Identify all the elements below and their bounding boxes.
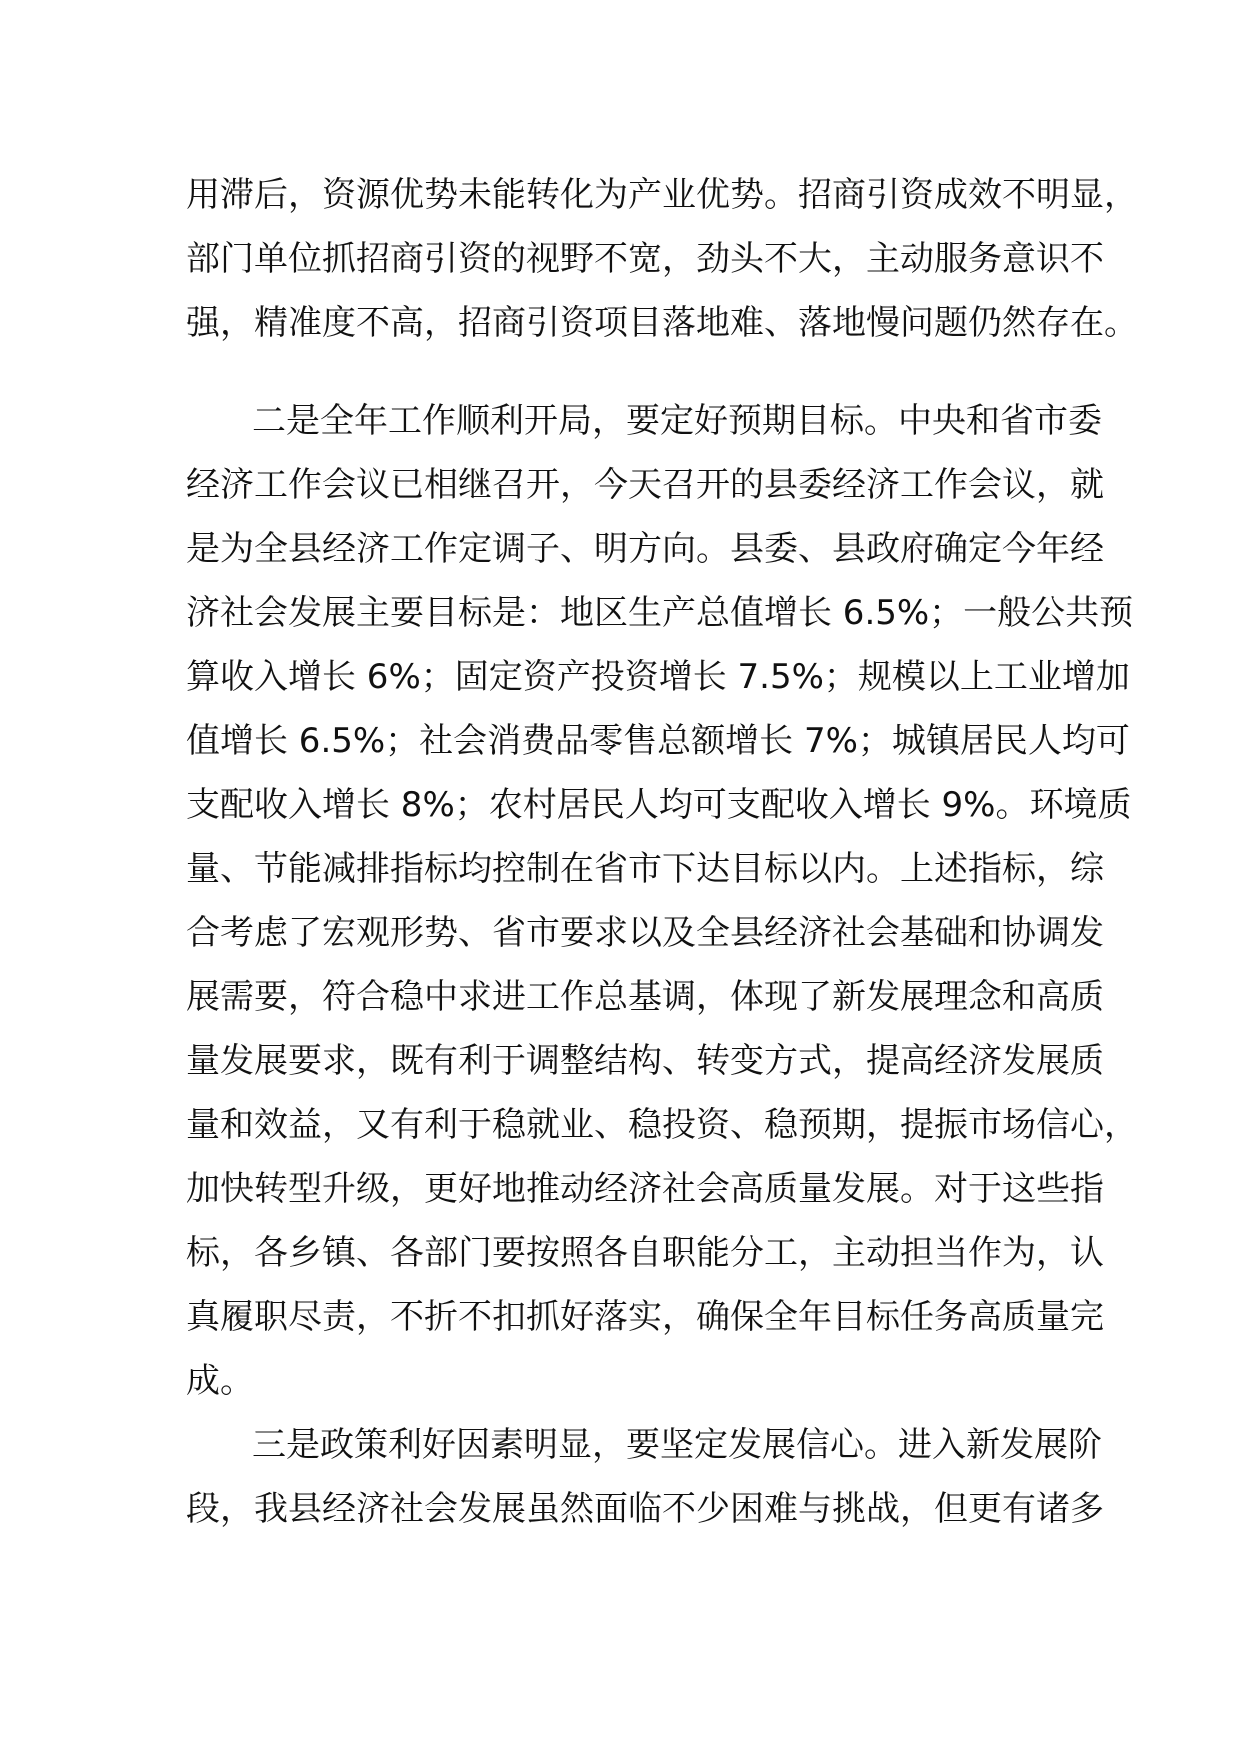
paragraph-line: 展需要，符合稳中求进工作总基调，体现了新发展理念和高质 [186, 977, 1104, 1017]
paragraph-line: 济社会发展主要目标是：地区生产总值增长 6.5%；一般公共预 [186, 593, 1134, 633]
paragraph-line: 强，精准度不高，招商引资项目落地难、落地慢问题仍然存在。 [186, 303, 1138, 343]
paragraph-line: 量和效益，又有利于稳就业、稳投资、稳预期，提振市场信心， [186, 1105, 1138, 1145]
paragraph-line: 成。 [186, 1361, 254, 1401]
paragraph-line: 二是全年工作顺利开局，要定好预期目标。中央和省市委 [252, 401, 1102, 441]
paragraph-line: 是为全县经济工作定调子、明方向。县委、县政府确定今年经 [186, 529, 1104, 569]
paragraph-line: 量发展要求，既有利于调整结构、转变方式，提高经济发展质 [186, 1041, 1104, 1081]
paragraph-line: 三是政策利好因素明显，要坚定发展信心。进入新发展阶 [252, 1425, 1102, 1465]
paragraph-line: 量、节能减排指标均控制在省市下达目标以内。上述指标，综 [186, 849, 1104, 889]
paragraph-line: 值增长 6.5%；社会消费品零售总额增长 7%；城镇居民人均可 [186, 721, 1130, 761]
paragraph-line: 算收入增长 6%；固定资产投资增长 7.5%；规模以上工业增加 [186, 657, 1130, 697]
paragraph-line: 合考虑了宏观形势、省市要求以及全县经济社会基础和协调发 [186, 913, 1104, 953]
paragraph-line: 用滞后，资源优势未能转化为产业优势。招商引资成效不明显， [186, 175, 1138, 215]
paragraph-line: 真履职尽责，不折不扣抓好落实，确保全年目标任务高质量完 [186, 1297, 1104, 1337]
paragraph-line: 标，各乡镇、各部门要按照各自职能分工，主动担当作为，认 [186, 1233, 1104, 1273]
paragraph-line: 经济工作会议已相继召开，今天召开的县委经济工作会议，就 [186, 465, 1104, 505]
paragraph-line: 加快转型升级，更好地推动经济社会高质量发展。对于这些指 [186, 1169, 1104, 1209]
paragraph-line: 段，我县经济社会发展虽然面临不少困难与挑战，但更有诸多 [186, 1489, 1104, 1529]
paragraph-line: 支配收入增长 8%；农村居民人均可支配收入增长 9%。环境质 [186, 785, 1132, 825]
paragraph-line: 部门单位抓招商引资的视野不宽，劲头不大，主动服务意识不 [186, 239, 1104, 279]
